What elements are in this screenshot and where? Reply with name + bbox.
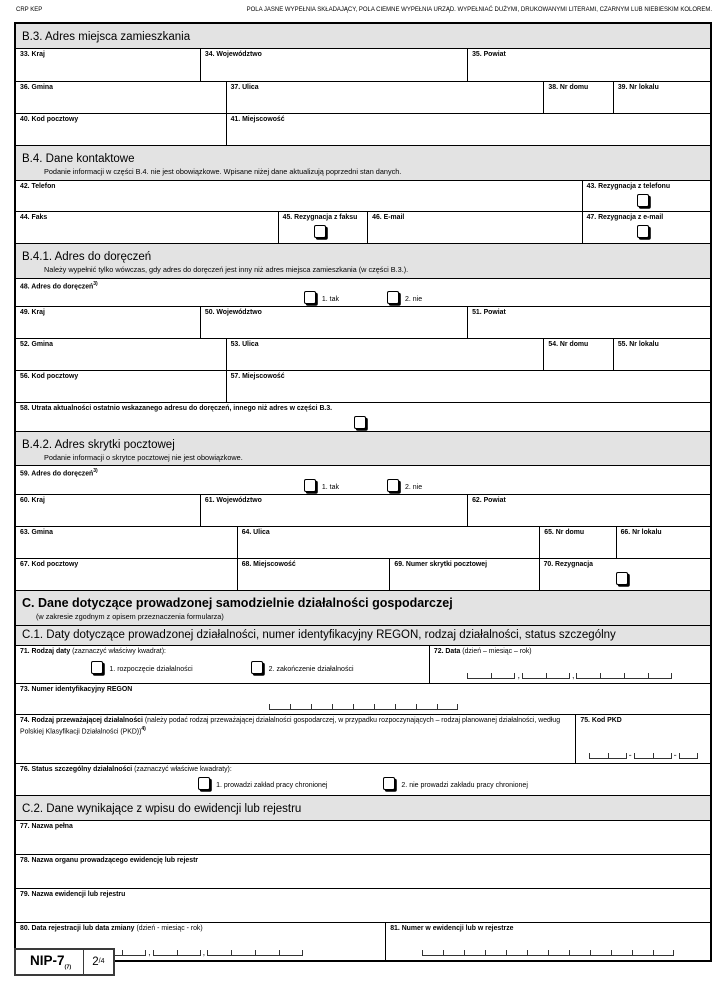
checkbox-71-zakonczenie[interactable] <box>251 661 263 674</box>
field-52-gmina[interactable]: 52. Gmina <box>20 340 53 348</box>
field-61-wojewodztwo[interactable]: 61. Województwo <box>200 495 467 526</box>
section-subtitle: (w zakresie zgodnym z opisem przeznaczenia formularza) <box>36 611 224 621</box>
option-59-tak: 1. tak <box>304 479 339 492</box>
field-42-telefon[interactable]: 42. Telefon <box>20 182 56 190</box>
checkbox-43-rezygnacja-telefon[interactable] <box>637 194 649 207</box>
checkbox-58-utrata[interactable] <box>354 416 366 429</box>
field-50-wojewodztwo[interactable]: 50. Województwo <box>200 307 467 338</box>
row-40-41 <box>16 113 710 145</box>
field-63-gmina[interactable]: 63. Gmina <box>20 528 53 536</box>
form-body <box>14 22 712 962</box>
number-comb-81[interactable] <box>386 950 710 956</box>
field-39-nr-lokalu[interactable]: 39. Nr lokalu <box>613 82 710 113</box>
checkbox-59-nie[interactable] <box>387 479 399 492</box>
row-44-47 <box>16 211 710 243</box>
field-51-powiat[interactable]: 51. Powiat <box>467 307 710 338</box>
field-35-powiat[interactable]: 35. Powiat <box>467 49 710 81</box>
field-75-kod-pkd[interactable]: 75. Kod PKD - - <box>575 715 710 763</box>
field-41-miejscowosc[interactable]: 41. Miejscowość <box>226 114 710 145</box>
row-80-81 <box>16 922 710 960</box>
field-74-rodzaj-dzialalnosci[interactable]: 74. Rodzaj przeważającej działalności (należy podać rodzaj przeważającej działalności gospodarczej, w przypadku rozpoczynających – rodzaj planowanej działalności, według Polskiej Klasyfikacji Działalności (PKD))$^{4)}$ <box>20 716 561 735</box>
field-67-kod-pocztowy[interactable]: 67. Kod pocztowy <box>20 560 79 568</box>
crp-kep-label: CRP KEP <box>16 7 43 13</box>
section-title: B.4.2. Adres skrytki pocztowej <box>22 438 175 451</box>
section-title: C. Dane dotyczące prowadzonej samodzielnie działalności gospodarczej <box>22 595 453 610</box>
checkbox-59-tak[interactable] <box>304 479 316 492</box>
row-71-72 <box>16 645 710 683</box>
field-45-rezygnacja-faks: 45. Rezygnacja z faksu <box>278 212 368 243</box>
section-header-c <box>16 590 710 625</box>
section-subtitle: Podanie informacji o skrytce pocztowej nie jest obowiązkowe. <box>44 452 243 462</box>
field-72-data[interactable]: 72. Data (dzień – miesiąc – rok) , , <box>429 646 710 683</box>
field-73-regon[interactable]: 73. Numer identyfikacyjny REGON <box>16 684 710 714</box>
field-70-rezygnacja: 70. Rezygnacja <box>539 559 710 590</box>
row-52-55 <box>16 338 710 370</box>
footnote-ref: 3) <box>93 468 98 475</box>
field-64-ulica[interactable]: 64. Ulica <box>237 527 540 558</box>
field-47-rezygnacja-email: 47. Rezygnacja z e-mail <box>582 212 710 243</box>
field-53-ulica[interactable]: 53. Ulica <box>226 339 544 370</box>
footnote-ref: 4) <box>141 725 146 732</box>
field-76-status-szczegolny: 76. Status szczególny działalności (zaznaczyć właściwe kwadraty): 1. prowadzi zakład pracy chronionej 2. nie prowadzi zakładu pracy chronionej <box>20 765 528 789</box>
row-48 <box>16 278 710 306</box>
field-33-kraj[interactable]: 33. Kraj <box>20 51 45 58</box>
row-49-51 <box>16 306 710 338</box>
field-49-kraj[interactable]: 49. Kraj <box>20 308 45 316</box>
section-subtitle: Należy wypełnić tylko wówczas, gdy adres do doręczeń jest inny niż adres miejsca zamieszkania (w części B.3.). <box>44 264 409 274</box>
field-59-adres-do-doreczen: 59. Adres do doręczeń$^{3)}$ 1. tak 2. nie <box>20 468 423 491</box>
field-40-kod-pocztowy[interactable]: 40. Kod pocztowy <box>20 116 79 123</box>
pkd-comb-75[interactable]: - - <box>576 752 710 759</box>
field-71-rodzaj-daty: 71. Rodzaj daty (zaznaczyć właściwy kwadrat): 1. rozpoczęcie działalności 2. zakończenie działalności <box>20 647 354 673</box>
field-60-kraj[interactable]: 60. Kraj <box>20 496 45 504</box>
checkbox-48-tak[interactable] <box>304 291 316 304</box>
option-48-tak: 1. tak <box>304 291 339 304</box>
row-73 <box>16 683 710 714</box>
checkbox-70-rezygnacja[interactable] <box>616 572 628 585</box>
field-48-adres-do-doreczen: 48. Adres do doręczeń$^{3)}$ 1. tak 2. nie <box>20 280 423 303</box>
row-63-66 <box>16 526 710 558</box>
row-78 <box>16 854 710 888</box>
field-37-ulica[interactable]: 37. Ulica <box>226 82 544 113</box>
section-header-b4 <box>16 145 710 180</box>
row-74-75 <box>16 714 710 763</box>
section-header-b3 <box>16 24 710 48</box>
fill-instructions: POLA JASNE WYPEŁNIA SKŁADAJĄCY, POLA CIEMNE WYPEŁNIA URZĄD. WYPEŁNIAĆ DUŻYMI, DRUKOWANYMI LITERAMI, CZARNYM LUB NIEBIESKIM KOLOREM. <box>246 7 712 13</box>
field-65-nr-domu[interactable]: 65. Nr domu <box>539 527 615 558</box>
section-subtitle: Podanie informacji w części B.4. nie jest obowiązkowe. Wpisane niżej dane aktualizują poprzedni stan danych. <box>44 167 402 176</box>
option-76-nie-prowadzi: 2. nie prowadzi zakładu pracy chronionej <box>383 777 527 790</box>
field-55-nr-lokalu[interactable]: 55. Nr lokalu <box>613 339 710 370</box>
field-80-data-rejestracji[interactable]: 80. Data rejestracji lub data zmiany (dzień - miesiąc - rok) , , <box>16 923 385 960</box>
checkbox-48-nie[interactable] <box>387 291 399 304</box>
field-62-powiat[interactable]: 62. Powiat <box>467 495 710 526</box>
field-79-nazwa-ewidencji[interactable]: 79. Nazwa ewidencji lub rejestru <box>20 890 126 898</box>
option-76-prowadzi: 1. prowadzi zakład pracy chronionej <box>198 777 327 790</box>
form-code: NIP-$7_{(7)}$ <box>30 953 72 971</box>
section-header-b42 <box>16 431 710 466</box>
row-36-39 <box>16 81 710 113</box>
field-57-miejscowosc[interactable]: 57. Miejscowość <box>226 371 710 402</box>
row-56-57 <box>16 370 710 402</box>
row-58 <box>16 402 710 431</box>
row-42-43 <box>16 180 710 211</box>
row-76 <box>16 763 710 795</box>
section-title: B.4.1. Adres do doręczeń <box>22 250 152 263</box>
page-indicator: 2 /4 <box>83 950 112 974</box>
field-81-numer-ewidencji[interactable]: 81. Numer w ewidencji lub w rejestrze <box>385 923 710 960</box>
field-58-utrata-aktualnosci: 58. Utrata aktualności ostatnio wskazanego adresu do doręczeń, innego niż adres w części B.3. <box>16 403 710 431</box>
footnote-ref: 3) <box>93 280 98 287</box>
option-71-zakonczenie: 2. zakończenie działalności <box>251 661 354 674</box>
row-33-35 <box>16 48 710 81</box>
section-header-b41 <box>16 243 710 278</box>
section-title: C.2. Dane wynikające z wpisu do ewidencji lub rejestru <box>22 802 302 815</box>
checkbox-47-rezygnacja-email[interactable] <box>637 225 649 238</box>
option-71-rozpoczecie: 1. rozpoczęcie działalności <box>91 661 192 674</box>
section-header-c1 <box>16 625 710 645</box>
regon-comb-73[interactable] <box>16 704 710 710</box>
field-34-wojewodztwo[interactable]: 34. Województwo <box>200 49 467 81</box>
form-version: (7) <box>64 964 72 971</box>
field-46-email[interactable]: 46. E-mail <box>367 212 581 243</box>
footer-form-code-box <box>14 948 115 976</box>
checkbox-71-rozpoczecie[interactable] <box>91 661 103 674</box>
section-title: B.4. Dane kontaktowe <box>22 153 135 165</box>
field-43-rezygnacja-telefon: 43. Rezygnacja z telefonu <box>582 181 710 211</box>
date-comb-80[interactable]: , , <box>16 949 385 956</box>
field-54-nr-domu[interactable]: 54. Nr domu <box>543 339 612 370</box>
section-header-c2 <box>16 795 710 820</box>
row-60-62 <box>16 494 710 526</box>
field-68-miejscowosc[interactable]: 68. Miejscowość <box>237 559 390 590</box>
page-top-line <box>16 7 712 13</box>
checkbox-45-rezygnacja-faks[interactable] <box>314 225 326 238</box>
field-69-numer-skrytki[interactable]: 69. Numer skrytki pocztowej <box>389 559 538 590</box>
checkbox-76-nie-prowadzi[interactable] <box>383 777 395 790</box>
checkbox-76-prowadzi[interactable] <box>198 777 210 790</box>
row-77 <box>16 820 710 854</box>
field-44-faks[interactable]: 44. Faks <box>20 213 48 221</box>
field-36-gmina[interactable]: 36. Gmina <box>20 84 53 91</box>
option-48-nie: 2. nie <box>387 291 422 304</box>
section-title: B.3. Adres miejsca zamieszkania <box>22 31 191 43</box>
field-77-nazwa-pelna[interactable]: 77. Nazwa pełna <box>20 822 73 830</box>
option-59-nie: 2. nie <box>387 479 422 492</box>
field-56-kod-pocztowy[interactable]: 56. Kod pocztowy <box>20 372 79 380</box>
row-67-70 <box>16 558 710 590</box>
field-78-nazwa-organu[interactable]: 78. Nazwa organu prowadzącego ewidencję lub rejestr <box>20 856 199 864</box>
row-59 <box>16 465 710 493</box>
row-79 <box>16 888 710 922</box>
field-66-nr-lokalu[interactable]: 66. Nr lokalu <box>616 527 710 558</box>
field-38-nr-domu[interactable]: 38. Nr domu <box>543 82 612 113</box>
date-comb-72[interactable]: , , <box>430 672 710 679</box>
section-title: C.1. Daty dotyczące prowadzonej działalności, numer identyfikacyjny REGON, rodzaj działalności, status szczególny <box>22 628 616 641</box>
